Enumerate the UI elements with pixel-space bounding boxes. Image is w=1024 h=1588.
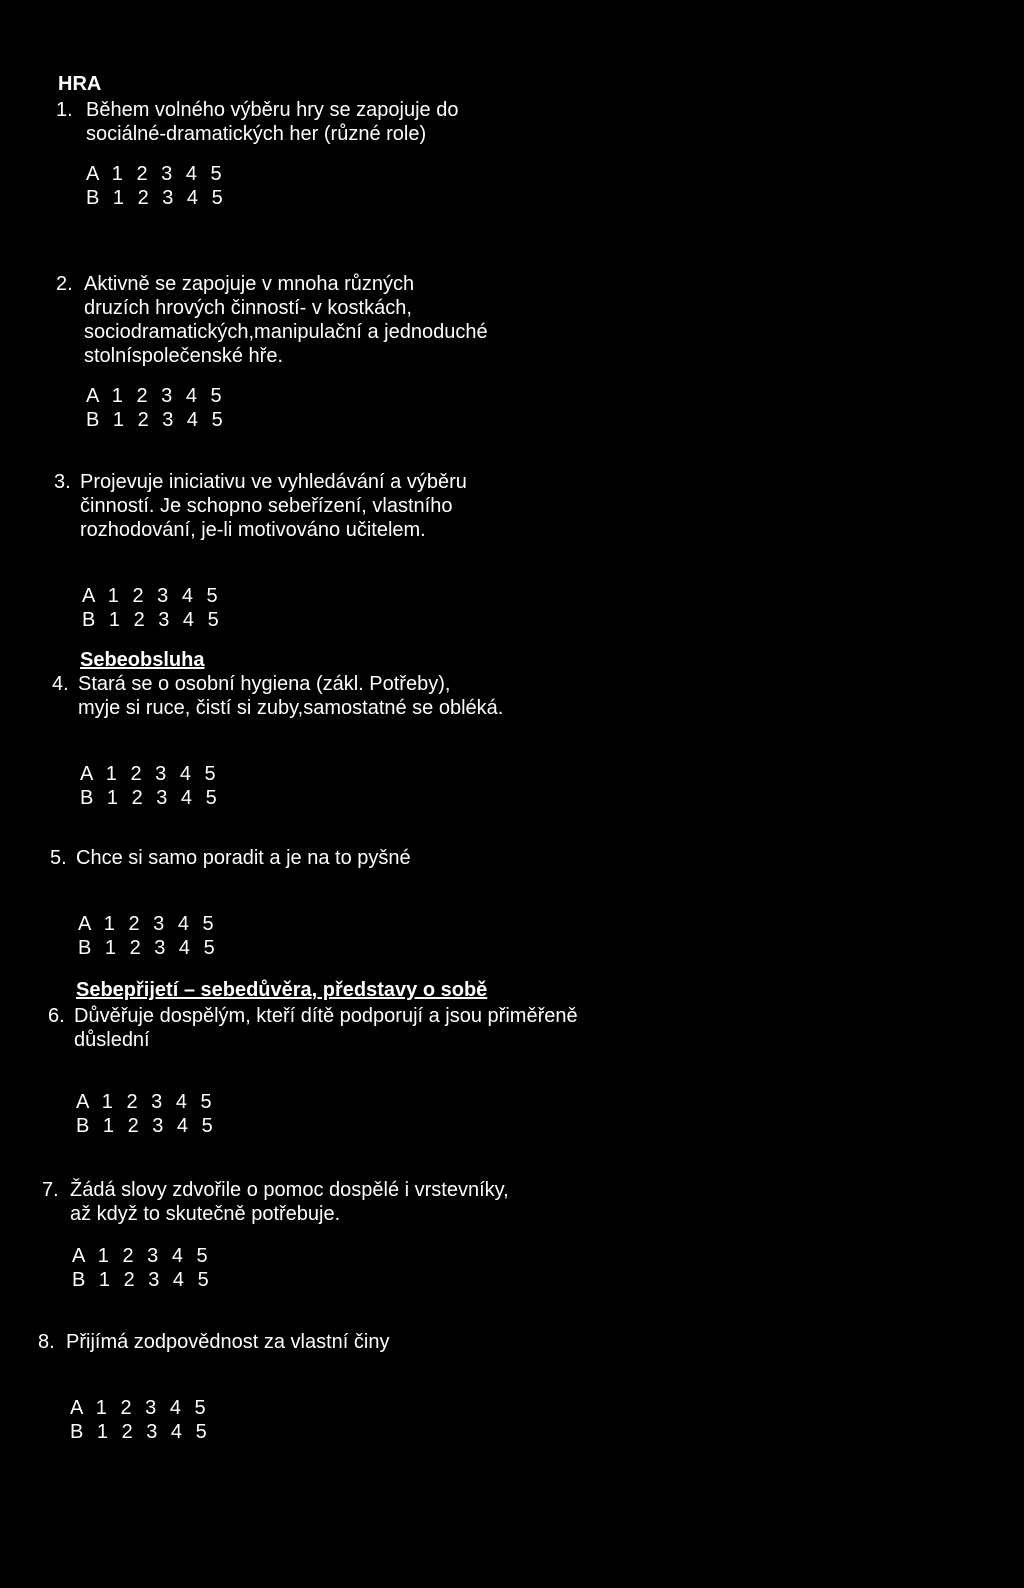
item-text-line: Aktivně se zapojuje v mnoha různých <box>84 273 415 295</box>
scale-row-a: A 1 2 3 4 5 <box>72 1245 211 1267</box>
item-number: 6. <box>48 1005 65 1027</box>
item-text-line: myje si ruce, čistí si zuby,samostatné se obléká. <box>78 697 504 719</box>
item-number: 8. <box>38 1331 55 1353</box>
section-title-self-care: Sebeobsluha <box>80 649 205 671</box>
item-text-line: Žádá slovy zdvořile o pomoc dospělé i vrstevníky, <box>70 1179 509 1201</box>
item-text-line: rozhodování, je-li motivováno učitelem. <box>80 519 426 541</box>
scale-row-b: B 1 2 3 4 5 <box>86 187 226 209</box>
scale-row-a: A 1 2 3 4 5 <box>80 763 219 785</box>
item-text-line: stolníspolečenské hře. <box>84 345 284 367</box>
scale-row-a: A 1 2 3 4 5 <box>70 1397 209 1419</box>
scale-row-b: B 1 2 3 4 5 <box>72 1269 212 1291</box>
item-text-line: Důvěřuje dospělým, kteří dítě podporují a jsou přiměřeně <box>74 1005 578 1027</box>
item-number: 1. <box>56 99 73 121</box>
item-text-line: sociodramatických,manipulační a jednoduché <box>84 321 488 343</box>
scale-row-a: A 1 2 3 4 5 <box>78 913 217 935</box>
scale-row-b: B 1 2 3 4 5 <box>82 609 222 631</box>
scale-row-b: B 1 2 3 4 5 <box>70 1421 210 1443</box>
item-text-line: činností. Je schopno sebeřízení, vlastního <box>80 495 453 517</box>
scale-row-a: A 1 2 3 4 5 <box>76 1091 215 1113</box>
item-text-line: důslední <box>74 1029 150 1051</box>
item-text-line: Během volného výběru hry se zapojuje do <box>86 99 459 121</box>
item-text-line: Projevuje iniciativu ve vyhledávání a výběru <box>80 471 467 493</box>
item-text-line: druzích hrových činností- v kostkách, <box>84 297 412 319</box>
scale-row-b: B 1 2 3 4 5 <box>80 787 220 809</box>
scale-row-a: A 1 2 3 4 5 <box>86 163 225 185</box>
item-number: 3. <box>54 471 71 493</box>
item-text-line: Chce si samo poradit a je na to pyšné <box>76 847 411 869</box>
scale-row-b: B 1 2 3 4 5 <box>76 1115 216 1137</box>
item-number: 4. <box>52 673 69 695</box>
scale-row-b: B 1 2 3 4 5 <box>86 409 226 431</box>
scale-row-b: B 1 2 3 4 5 <box>78 937 218 959</box>
item-number: 7. <box>42 1179 59 1201</box>
item-text-line: až když to skutečně potřebuje. <box>70 1203 341 1225</box>
scale-row-a: A 1 2 3 4 5 <box>82 585 221 607</box>
item-number: 5. <box>50 847 67 869</box>
page-heading: HRA <box>58 73 102 95</box>
scale-row-a: A 1 2 3 4 5 <box>86 385 225 407</box>
item-text-line: Přijímá zodpovědnost za vlastní činy <box>66 1331 390 1353</box>
section-title-self-confidence: Sebepřijetí – sebedůvěra, představy o sobě <box>76 979 488 1001</box>
item-number: 2. <box>56 273 73 295</box>
item-text-line: Stará se o osobní hygiena (zákl. Potřeby), <box>78 673 451 695</box>
item-text-line: sociálné-dramatických her (různé role) <box>86 123 427 145</box>
